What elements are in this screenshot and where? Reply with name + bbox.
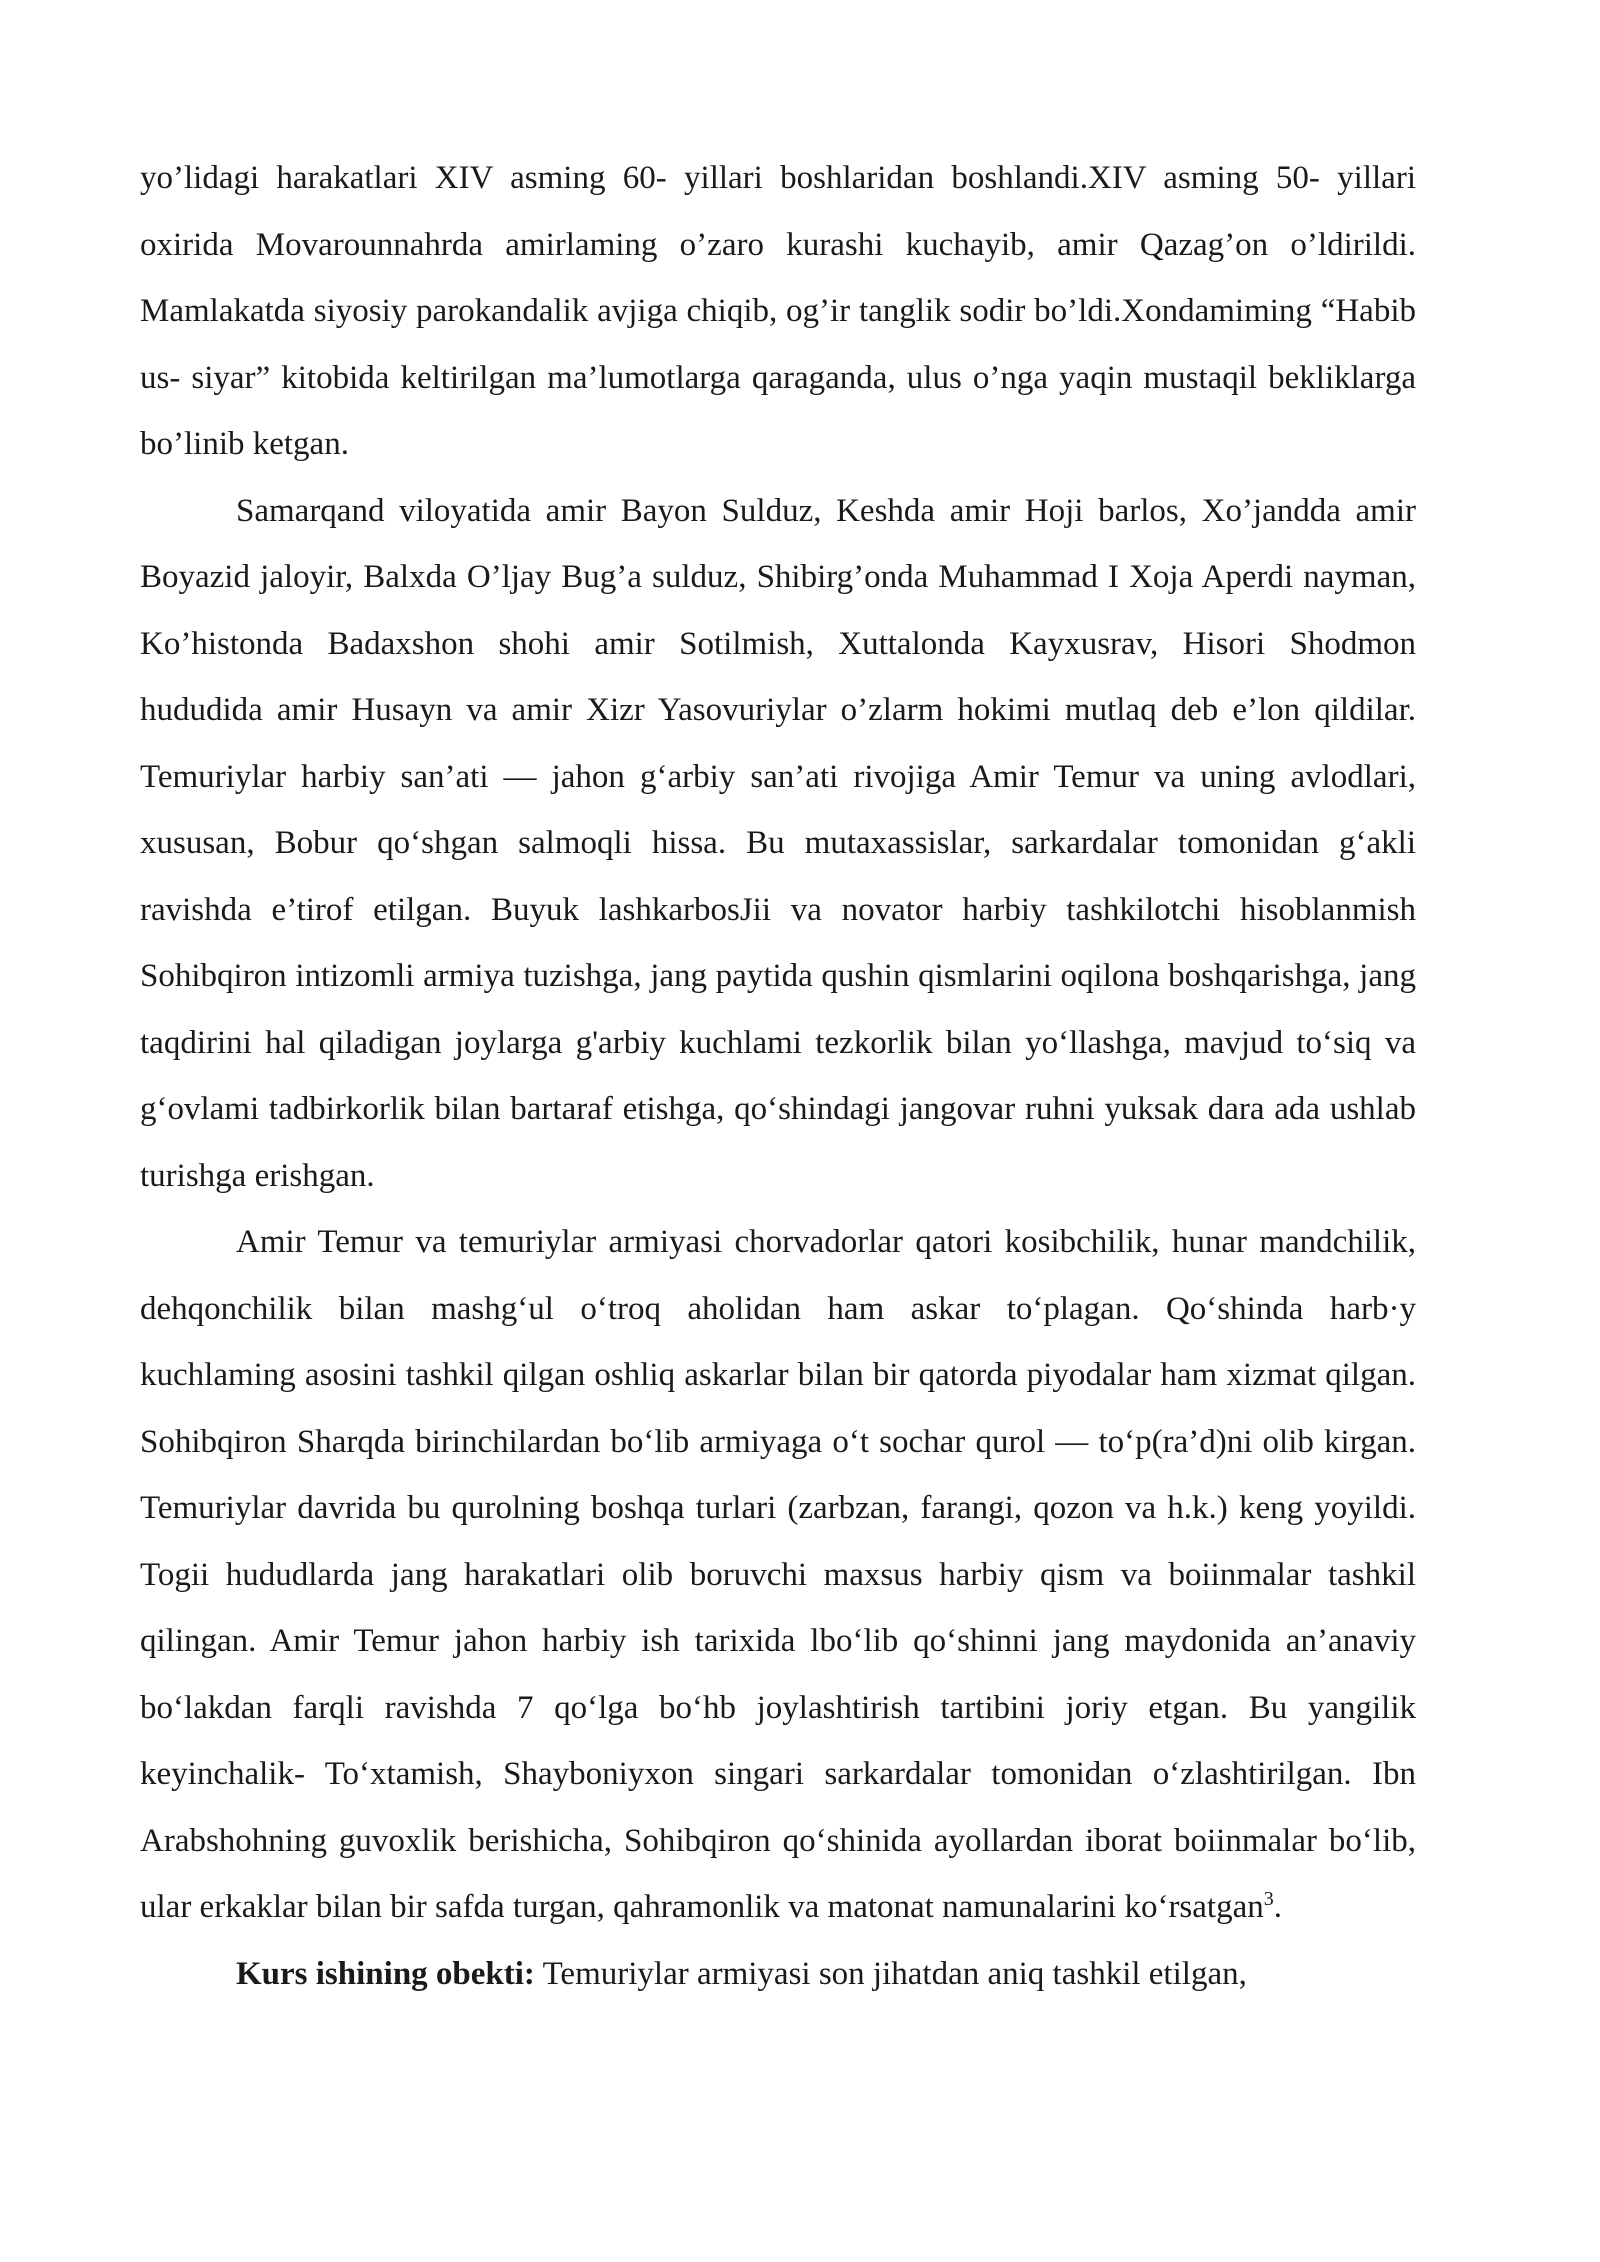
paragraph-3 xyxy=(140,1209,1416,1941)
paragraph-3-text: Amir Temur va temuriylar armiyasi chorvadorlar qatori kosibchilik, hunar mandchilik, dehqonchilik bilan mashg‘ul o‘troq aholidan ham askar to‘plagan. Qo‘shinda harb·y kuchlaming asosini tashkil qilgan oshliq askarlar bilan bir qatorda piyodalar ham xizmat qilgan. Sohibqiron Sharqda birinchilardan bo‘lib armiyaga o‘t sochar qurol — to‘p(ra’d)ni olib kirgan. Temuriylar davrida bu qurolning boshqa turlari (zarbzan, farangi, qozon va h.k.) keng yoyildi. Togii hududlarda jang harakatlari olib boruvchi maxsus harbiy qism va boiinmalar tashkil qilingan. Amir Temur jahon harbiy ish tarixida lbo‘lib qo‘shinni jang maydonida an’anaviy bo‘lakdan farqli ravishda 7 qo‘lga bo‘hb joylashtirish tartibini joriy etgan. Bu yangilik keyinchalik- To‘xtamish, Shayboniyxon singari sarkardalar tomonidan o‘zlashtirilgan. Ibn Arabshohning guvoxlik berishicha, Sohibqiron qo‘shinida ayollardan iborat boiinmalar bo‘lib, ular erkaklar bilan bir safda turgan, qahramonlik va matonat namunalarini ko‘rsatgan xyxy=(140,1224,1416,1925)
document-page xyxy=(140,145,1416,2007)
footnote-marker[interactable]: 3 xyxy=(1263,1888,1274,1910)
paragraph-3-end: . xyxy=(1273,1889,1282,1925)
paragraph-2 xyxy=(140,478,1416,1210)
section-label: Kurs ishining obekti: xyxy=(236,1955,535,1992)
paragraph-4 xyxy=(140,1941,1416,2008)
paragraph-1 xyxy=(140,145,1416,478)
paragraph-2-text: Samarqand viloyatida amir Bayon Sulduz, Keshda amir Hoji barlos, Xo’jandda amir Boyazid jaloyir, Balxda O’ljay Bug’a sulduz, Shibirg’onda Muhammad I Xoja Aperdi nayman, Ko’histonda Badaxshon shohi amir Sotilmish, Xuttalonda Kayxusrav, Hisori Shodmon hududida amir Husayn va amir Xizr Yasovuriylar o’zlarm hokimi mutlaq deb e’lon qildilar. Temuriylar harbiy san’ati — jahon g‘arbiy san’ati rivojiga Amir Temur va uning avlodlari, xususan, Bobur qo‘shgan salmoqli hissa. Bu mutaxassislar, sarkardalar tomonidan g‘akli ravishda e’tirof etilgan. Buyuk lashkarbosJii va novator harbiy tashkilotchi hisoblanmish Sohibqiron intizomli armiya tuzishga, jang paytida qushin qismlarini oqilona boshqarishga, jang taqdirini hal qiladigan joylarga g'arbiy kuchlami tezkorlik bilan yo‘llashga, mavjud to‘siq va g‘ovlami tadbirkorlik bilan bartaraf etishga, qo‘shindagi jangovar ruhni yuksak dara ada ushlab turishga erishgan. xyxy=(140,492,1416,1194)
paragraph-4-text: Temuriylar armiyasi son jihatdan aniq tashkil etilgan, xyxy=(534,1955,1247,1992)
paragraph-1-text: yo’lidagi harakatlari XIV asming 60- yillari boshlaridan boshlandi.XIV asming 50- yillari oxirida Movarounnahrda amirlaming o’zaro kurashi kuchayib, amir Qazag’on o’ldirildi. Mamlakatda siyosiy parokandalik avjiga chiqib, og’ir tanglik sodir bo’ldi.Xondamiming “Habib us- siyar” kitobida keltirilgan ma’lumotlarga qaraganda, ulus o’nga yaqin mustaqil bekliklarga bo’linib ketgan. xyxy=(140,160,1416,462)
